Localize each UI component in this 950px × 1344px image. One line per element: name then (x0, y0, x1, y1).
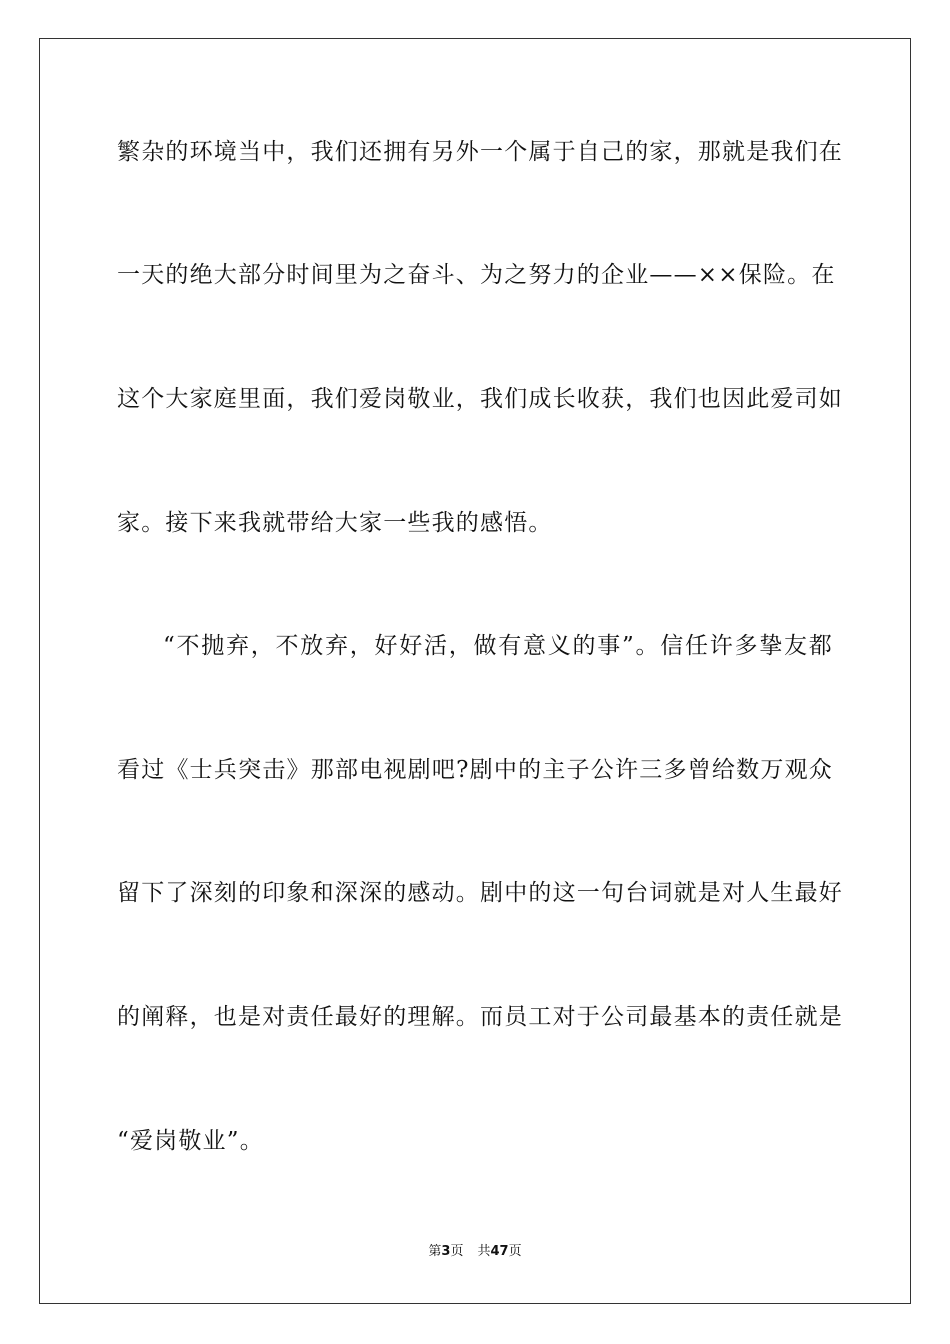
footer-total-suffix: 页 (508, 1244, 522, 1259)
body-line-4: 家。接下来我就带给大家一些我的感悟。 (117, 510, 553, 536)
body-line-8: 的阐释，也是对责任最好的理解。而员工对于公司最基本的责任就是 (117, 1004, 843, 1030)
body-line-6: 看过《士兵突击》那部电视剧吧?剧中的主子公许三多曾给数万观众 (117, 757, 833, 783)
body-line-7: 留下了深刻的印象和深深的感动。剧中的这一句台词就是对人生最好 (117, 880, 843, 906)
body-line-2: 一天的绝大部分时间里为之奋斗、为之努力的企业——××保险。在 (117, 262, 836, 288)
body-line-9: “爱岗敬业”。 (117, 1128, 264, 1154)
body-line-1: 繁杂的环境当中，我们还拥有另外一个属于自己的家，那就是我们在 (117, 139, 843, 165)
footer-page-suffix: 页 (450, 1244, 464, 1259)
footer-page-number: 3 (441, 1244, 451, 1259)
body-line-3: 这个大家庭里面，我们爱岗敬业，我们成长收获，我们也因此爱司如 (117, 386, 843, 412)
page-border (39, 38, 911, 1304)
footer-page-prefix: 第 (428, 1244, 442, 1259)
footer-total-pages: 47 (490, 1244, 509, 1259)
page-footer (0, 1243, 950, 1261)
body-line-5: “不抛弃，不放弃，好好活，做有意义的事”。信任许多挚友都 (163, 633, 833, 659)
footer-total-prefix: 共 (477, 1244, 491, 1259)
